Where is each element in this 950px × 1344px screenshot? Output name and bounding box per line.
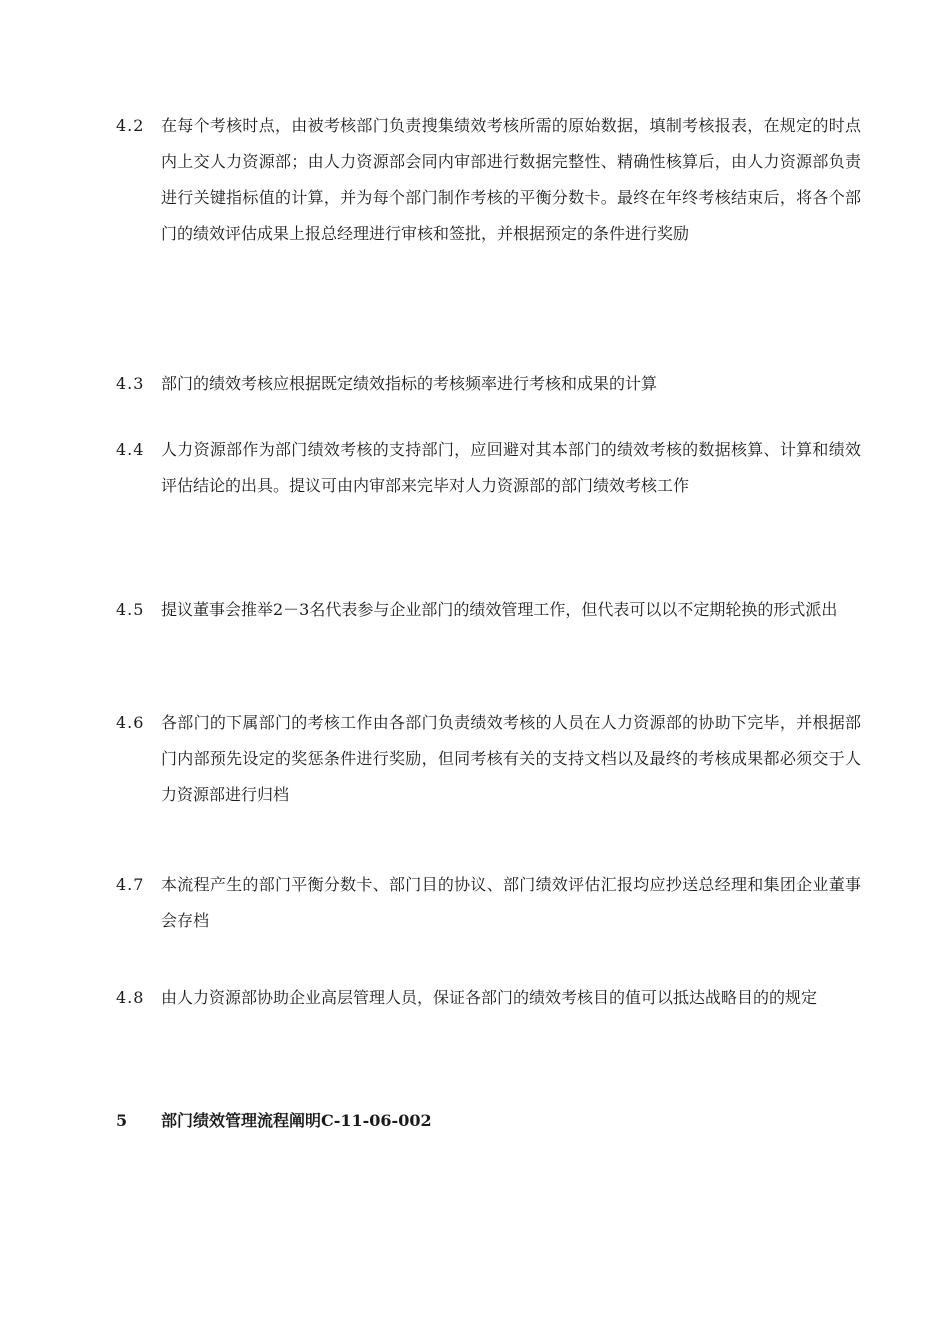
- clause-4-8: [116, 980, 876, 1016]
- clause-text: 提议董事会推举2－3名代表参与企业部门的绩效管理工作，但代表可以以不定期轮换的形式派出: [161, 600, 838, 619]
- clause-4-3: [116, 366, 876, 402]
- section-title: 部门绩效管理流程阐明C-11-06-002: [161, 1111, 432, 1130]
- clause-4-5: [116, 592, 876, 628]
- clause-text: 人力资源部作为部门绩效考核的支持部门，应回避对其本部门的绩效考核的数据核算、计算和绩效评估结论的出具。提议可由内审部来完毕对人力资源部的部门绩效考核工作: [161, 440, 861, 495]
- clause-4-7: [116, 867, 876, 939]
- clause-number: 4.8: [116, 988, 145, 1007]
- clause-text: 由人力资源部协助企业高层管理人员，保证各部门的绩效考核目的值可以抵达战略目的的规定: [161, 988, 818, 1007]
- clause-number: 4.7: [116, 875, 145, 894]
- section-heading: [116, 1106, 432, 1136]
- clause-4-4: [116, 432, 876, 504]
- clause-number: 4.3: [116, 374, 145, 393]
- clause-number: 4.2: [116, 116, 145, 135]
- clause-text: 在每个考核时点，由被考核部门负责搜集绩效考核所需的原始数据，填制考核报表，在规定的时点内上交人力资源部；由人力资源部会同内审部进行数据完整性、精确性核算后，由人力资源部负责进行关键指标值的计算，并为每个部门制作考核的平衡分数卡。最终在年终考核结束后，将各个部门的绩效评估成果上报总经理进行审核和签批，并根据预定的条件进行奖励: [161, 116, 861, 243]
- clause-number: 4.5: [116, 600, 145, 619]
- clause-number: 4.6: [116, 713, 145, 732]
- clause-text: 部门的绩效考核应根据既定绩效指标的考核频率进行考核和成果的计算: [161, 374, 658, 393]
- clause-number: 4.4: [116, 440, 145, 459]
- clause-text: 本流程产生的部门平衡分数卡、部门目的协议、部门绩效评估汇报均应抄送总经理和集团企业董事会存档: [161, 875, 861, 930]
- section-number: 5: [116, 1111, 128, 1130]
- clause-4-2: [116, 108, 876, 252]
- clause-text: 各部门的下属部门的考核工作由各部门负责绩效考核的人员在人力资源部的协助下完毕，并根据部门内部预先设定的奖惩条件进行奖励，但同考核有关的支持文档以及最终的考核成果都必须交于人力资源部进行归档: [161, 713, 861, 804]
- clause-4-6: [116, 705, 876, 813]
